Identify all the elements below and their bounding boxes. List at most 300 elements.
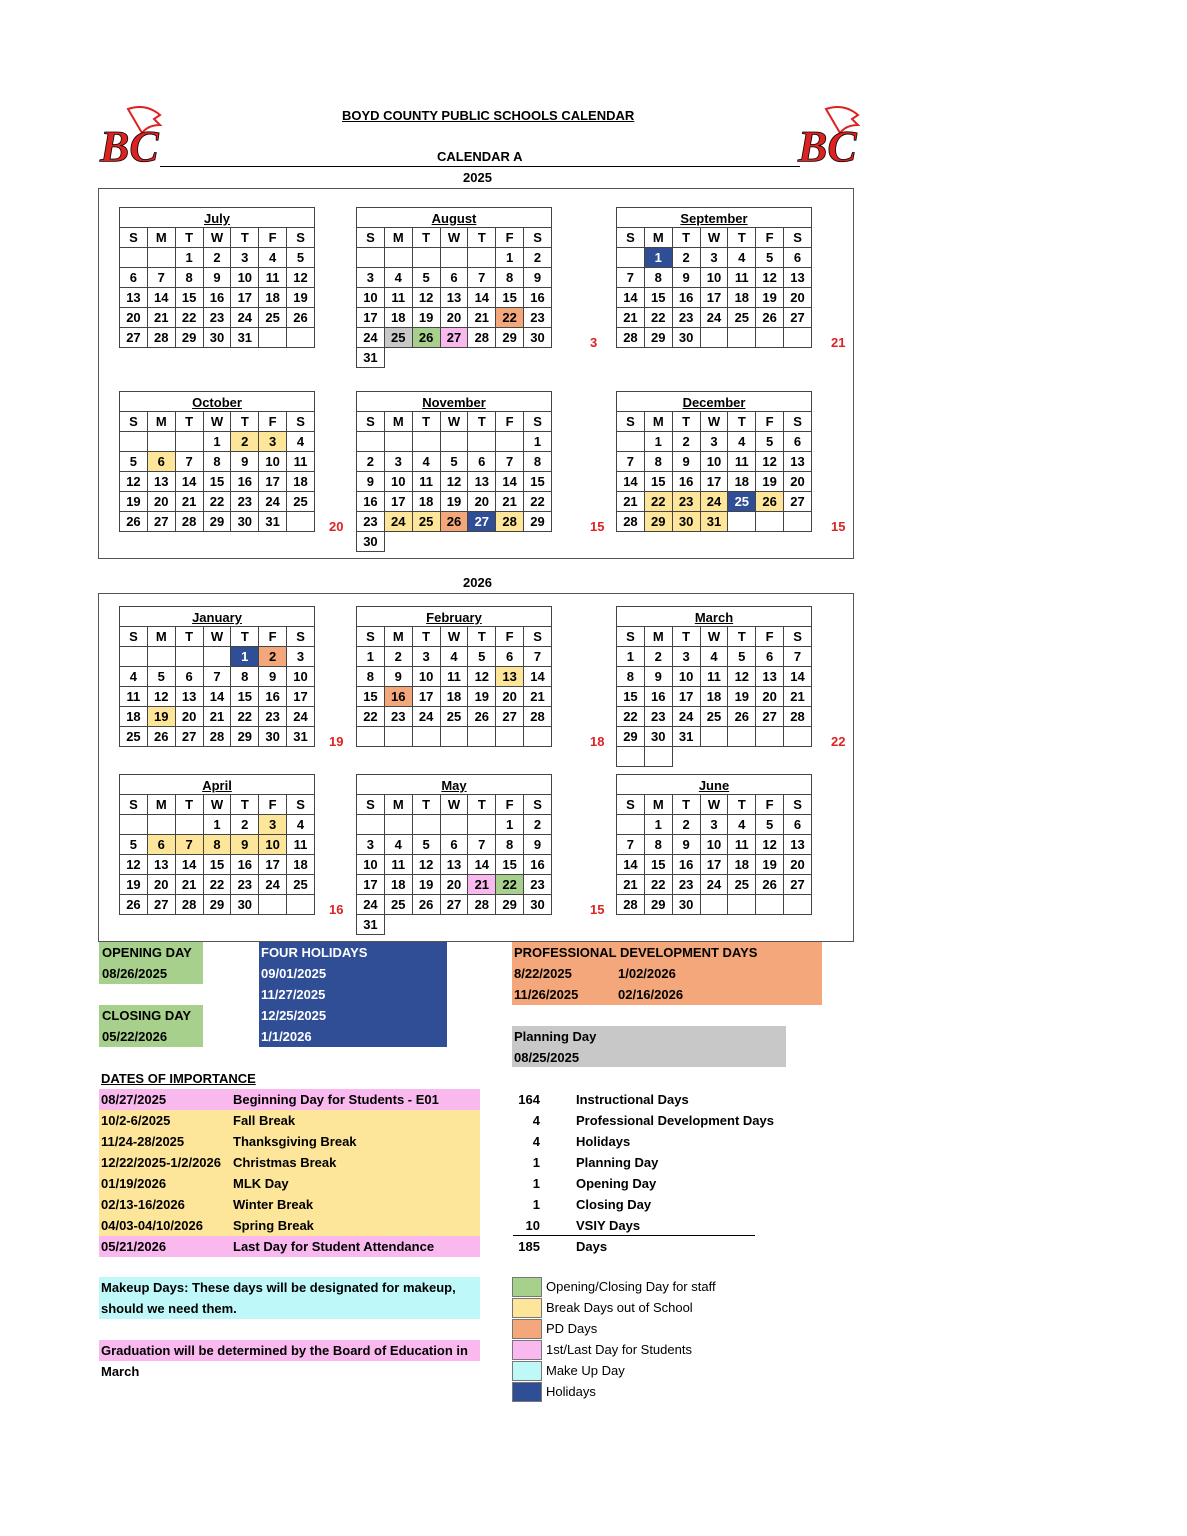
empty-day-cell — [468, 432, 496, 452]
empty-day-cell — [617, 248, 645, 268]
empty-day-cell — [412, 815, 440, 835]
day-cell: 19 — [147, 707, 175, 727]
month-grid — [616, 626, 812, 767]
day-cell: 25 — [412, 512, 440, 532]
day-cell: 11 — [700, 667, 728, 687]
day-cell: 1 — [203, 432, 231, 452]
month-name — [356, 774, 552, 794]
day-cell: 13 — [784, 835, 812, 855]
day-cell: 6 — [784, 432, 812, 452]
empty-day-cell — [784, 512, 812, 532]
day-cell: 4 — [440, 647, 468, 667]
total-label: Instructional Days — [576, 1092, 689, 1107]
month-name-text: May — [441, 778, 467, 793]
month-instructional-day-count: 19 — [329, 734, 344, 749]
weekday-header: S — [524, 795, 552, 815]
weekday-header: S — [524, 228, 552, 248]
empty-day-cell — [496, 727, 524, 747]
weekday-header: T — [175, 627, 203, 647]
week-row — [120, 248, 315, 268]
calendar-subtitle: CALENDAR A — [437, 149, 523, 164]
importance-date: 05/21/2026 — [101, 1239, 167, 1254]
weekday-header: F — [756, 412, 784, 432]
day-cell: 13 — [147, 472, 175, 492]
day-cell: 29 — [524, 512, 552, 532]
day-cell: 8 — [203, 835, 231, 855]
total-count: 164 — [518, 1092, 540, 1107]
day-cell: 23 — [203, 308, 231, 328]
holiday-date: 09/01/2025 — [261, 966, 327, 981]
day-cell: 26 — [728, 707, 756, 727]
weekday-header: W — [700, 412, 728, 432]
day-cell: 30 — [672, 895, 700, 915]
weekday-header: M — [384, 795, 412, 815]
day-cell: 10 — [357, 288, 385, 308]
day-cell: 22 — [644, 492, 672, 512]
importance-date: 11/24-28/2025 — [101, 1134, 185, 1149]
day-cell: 25 — [728, 308, 756, 328]
day-cell: 18 — [728, 472, 756, 492]
day-cell: 23 — [524, 875, 552, 895]
day-cell: 25 — [700, 707, 728, 727]
day-cell: 2 — [384, 647, 412, 667]
week-row — [357, 707, 552, 727]
empty-day-cell — [287, 895, 315, 915]
day-cell: 18 — [120, 707, 148, 727]
legend-label: Holidays — [546, 1384, 596, 1399]
day-cell: 6 — [784, 815, 812, 835]
month-name-text: December — [682, 395, 746, 410]
empty-day-cell — [728, 328, 756, 348]
week-row — [120, 432, 315, 452]
day-cell: 3 — [259, 815, 287, 835]
day-cell: 18 — [259, 288, 287, 308]
day-cell: 17 — [700, 855, 728, 875]
empty-day-cell — [468, 815, 496, 835]
day-cell: 14 — [784, 667, 812, 687]
day-cell: 8 — [644, 835, 672, 855]
day-cell: 6 — [784, 248, 812, 268]
weekday-header: T — [468, 228, 496, 248]
legend-label: 1st/Last Day for Students — [546, 1342, 692, 1357]
day-cell: 27 — [440, 328, 468, 348]
empty-day-cell — [259, 328, 287, 348]
day-cell: 3 — [700, 248, 728, 268]
day-cell: 2 — [644, 647, 672, 667]
empty-day-cell — [120, 815, 148, 835]
weekday-header: F — [496, 412, 524, 432]
day-cell: 27 — [440, 895, 468, 915]
importance-row — [99, 1152, 480, 1173]
weekday-header: F — [756, 795, 784, 815]
day-cell: 5 — [412, 268, 440, 288]
empty-day-cell — [496, 432, 524, 452]
day-cell: 22 — [644, 308, 672, 328]
month-name-text: October — [192, 395, 242, 410]
day-cell: 7 — [784, 647, 812, 667]
weekday-header: S — [120, 795, 148, 815]
week-row — [120, 288, 315, 308]
day-cell: 12 — [728, 667, 756, 687]
day-cell: 10 — [700, 268, 728, 288]
month-name-text: November — [422, 395, 486, 410]
week-row — [617, 248, 812, 268]
total-label: Professional Development Days — [576, 1113, 774, 1128]
day-cell: 27 — [496, 707, 524, 727]
day-cell: 20 — [784, 855, 812, 875]
day-cell: 21 — [468, 875, 496, 895]
day-cell: 27 — [756, 707, 784, 727]
month-name — [356, 207, 552, 227]
day-cell: 16 — [672, 472, 700, 492]
weekday-header-row — [617, 412, 812, 432]
weekday-header: S — [617, 228, 645, 248]
legend-label: Make Up Day — [546, 1363, 625, 1378]
weekday-header: S — [287, 412, 315, 432]
importance-date: 02/13-16/2026 — [101, 1197, 185, 1212]
legend-swatch — [512, 1298, 542, 1318]
day-cell: 8 — [231, 667, 259, 687]
day-cell: 8 — [524, 452, 552, 472]
day-cell: 3 — [231, 248, 259, 268]
week-row — [120, 727, 315, 747]
week-row — [617, 895, 812, 915]
empty-day-cell — [756, 512, 784, 532]
week-row — [617, 667, 812, 687]
empty-day-cell — [728, 512, 756, 532]
weekday-header: S — [784, 627, 812, 647]
weekday-header: T — [728, 228, 756, 248]
day-cell: 12 — [756, 268, 784, 288]
importance-row — [99, 1194, 480, 1215]
day-cell: 13 — [784, 268, 812, 288]
day-cell: 13 — [147, 855, 175, 875]
day-cell: 20 — [147, 875, 175, 895]
day-cell: 4 — [287, 432, 315, 452]
day-cell: 20 — [784, 288, 812, 308]
day-cell: 13 — [175, 687, 203, 707]
empty-day-cell — [617, 432, 645, 452]
week-row — [617, 288, 812, 308]
weekday-header-row — [357, 412, 552, 432]
empty-day-cell — [617, 815, 645, 835]
day-cell: 20 — [468, 492, 496, 512]
day-cell: 7 — [617, 452, 645, 472]
week-row — [120, 667, 315, 687]
day-cell: 18 — [440, 687, 468, 707]
day-cell: 8 — [496, 268, 524, 288]
day-cell: 31 — [357, 915, 385, 935]
legend-swatch — [512, 1361, 542, 1381]
day-cell: 25 — [384, 328, 412, 348]
day-cell: 23 — [672, 308, 700, 328]
week-row — [357, 268, 552, 288]
day-cell: 28 — [617, 328, 645, 348]
week-row — [120, 895, 315, 915]
weekday-header: T — [468, 795, 496, 815]
day-cell: 4 — [384, 268, 412, 288]
day-cell: 5 — [756, 248, 784, 268]
month-name-text: February — [426, 610, 482, 625]
weekday-header: T — [231, 795, 259, 815]
empty-day-cell — [147, 248, 175, 268]
month-instructional-day-count: 15 — [831, 519, 846, 534]
day-cell: 4 — [287, 815, 315, 835]
weekday-header: M — [644, 412, 672, 432]
week-row — [120, 855, 315, 875]
day-cell: 25 — [259, 308, 287, 328]
day-cell: 19 — [412, 308, 440, 328]
day-cell: 3 — [287, 647, 315, 667]
svg-text:BC: BC — [798, 122, 857, 171]
bc-eagle-logo-left — [98, 103, 168, 173]
week-row — [617, 432, 812, 452]
day-cell: 14 — [496, 472, 524, 492]
day-cell: 25 — [287, 492, 315, 512]
day-cell: 21 — [496, 492, 524, 512]
weekday-header-row — [120, 627, 315, 647]
day-cell: 6 — [175, 667, 203, 687]
empty-day-cell — [700, 328, 728, 348]
total-count: 4 — [532, 1134, 540, 1149]
weekday-header: T — [231, 228, 259, 248]
week-row — [120, 328, 315, 348]
day-cell: 17 — [672, 687, 700, 707]
importance-row — [99, 1236, 480, 1257]
day-cell: 29 — [496, 895, 524, 915]
week-row — [617, 308, 812, 328]
total-count: 1 — [532, 1155, 540, 1170]
day-cell: 9 — [672, 452, 700, 472]
day-cell: 31 — [700, 512, 728, 532]
day-cell: 11 — [120, 687, 148, 707]
day-cell: 10 — [412, 667, 440, 687]
day-cell: 27 — [147, 895, 175, 915]
day-cell: 25 — [384, 895, 412, 915]
month-name — [356, 391, 552, 411]
day-cell: 6 — [468, 452, 496, 472]
day-cell: 7 — [147, 268, 175, 288]
importance-date: 12/22/2025-1/2/2026 — [101, 1155, 221, 1170]
day-cell: 5 — [468, 647, 496, 667]
day-cell: 27 — [468, 512, 496, 532]
month-may — [356, 774, 552, 935]
day-cell: 5 — [756, 432, 784, 452]
day-cell: 10 — [357, 855, 385, 875]
week-row — [617, 512, 812, 532]
total-count: 10 — [525, 1218, 540, 1233]
day-cell: 1 — [496, 248, 524, 268]
weekday-header: W — [700, 228, 728, 248]
month-june — [616, 774, 812, 915]
day-cell: 26 — [412, 328, 440, 348]
weekday-header: T — [175, 228, 203, 248]
day-cell: 11 — [384, 288, 412, 308]
total-count: 4 — [532, 1113, 540, 1128]
empty-day-cell — [175, 815, 203, 835]
day-cell: 30 — [259, 727, 287, 747]
week-row — [617, 452, 812, 472]
day-cell: 24 — [231, 308, 259, 328]
month-november — [356, 391, 552, 552]
pd-date: 11/26/2025 — [514, 987, 579, 1002]
day-cell: 15 — [617, 687, 645, 707]
month-grid — [616, 411, 812, 532]
week-row — [120, 647, 315, 667]
weekday-header: F — [259, 627, 287, 647]
day-cell: 16 — [644, 687, 672, 707]
weekday-header: M — [384, 412, 412, 432]
day-cell: 11 — [440, 667, 468, 687]
week-row — [357, 432, 552, 452]
day-cell: 27 — [784, 308, 812, 328]
day-cell: 23 — [672, 875, 700, 895]
day-cell: 11 — [728, 835, 756, 855]
month-instructional-day-count: 20 — [329, 519, 344, 534]
holidays-box — [259, 942, 447, 1047]
day-cell: 17 — [357, 308, 385, 328]
week-row — [357, 647, 552, 667]
page-title: BOYD COUNTY PUBLIC SCHOOLS CALENDAR — [342, 108, 635, 123]
day-cell: 10 — [287, 667, 315, 687]
week-row — [617, 815, 812, 835]
day-cell: 1 — [644, 432, 672, 452]
day-cell: 28 — [617, 512, 645, 532]
week-row — [120, 687, 315, 707]
empty-day-cell — [468, 248, 496, 268]
empty-day-cell — [384, 727, 412, 747]
day-cell: 21 — [617, 308, 645, 328]
empty-day-cell — [468, 727, 496, 747]
day-cell: 21 — [617, 875, 645, 895]
weekday-header: W — [440, 627, 468, 647]
weekday-header: W — [203, 795, 231, 815]
month-grid — [119, 411, 315, 532]
month-instructional-day-count: 22 — [831, 734, 846, 749]
weekday-header: S — [357, 412, 385, 432]
day-cell: 30 — [524, 328, 552, 348]
week-row — [357, 895, 552, 915]
day-cell: 19 — [440, 492, 468, 512]
weekday-header: T — [728, 412, 756, 432]
day-cell: 18 — [384, 308, 412, 328]
day-cell: 3 — [259, 432, 287, 452]
day-cell: 21 — [147, 308, 175, 328]
day-cell: 23 — [231, 492, 259, 512]
dates-of-importance-heading: DATES OF IMPORTANCE — [101, 1071, 256, 1086]
weekday-header: F — [496, 228, 524, 248]
day-cell: 1 — [203, 815, 231, 835]
importance-date: 08/27/2025 — [101, 1092, 167, 1107]
day-cell: 2 — [672, 432, 700, 452]
day-cell: 30 — [644, 727, 672, 747]
weekday-header: T — [672, 228, 700, 248]
weekday-header: T — [412, 795, 440, 815]
year-label-2025: 2025 — [463, 170, 492, 185]
week-row — [357, 452, 552, 472]
weekday-header: M — [644, 228, 672, 248]
total-label: VSIY Days — [576, 1218, 641, 1233]
day-cell: 4 — [728, 815, 756, 835]
day-cell: 24 — [259, 492, 287, 512]
day-cell: 7 — [468, 835, 496, 855]
day-cell: 20 — [175, 707, 203, 727]
week-row — [120, 308, 315, 328]
weekday-header: S — [784, 412, 812, 432]
day-cell: 18 — [728, 288, 756, 308]
day-cell: 29 — [231, 727, 259, 747]
day-cell: 12 — [147, 687, 175, 707]
day-cell: 26 — [147, 727, 175, 747]
week-row — [357, 667, 552, 687]
empty-day-cell — [287, 512, 315, 532]
makeup-line-2: should we need them. — [101, 1301, 237, 1316]
weekday-header-row — [617, 228, 812, 248]
day-cell: 1 — [617, 647, 645, 667]
empty-day-cell — [147, 815, 175, 835]
day-cell: 1 — [231, 647, 259, 667]
weekday-header: M — [147, 627, 175, 647]
weekday-header: S — [617, 627, 645, 647]
month-july — [119, 207, 315, 348]
legend-swatch — [512, 1382, 542, 1402]
week-row — [357, 492, 552, 512]
day-cell: 6 — [440, 268, 468, 288]
day-cell: 20 — [440, 308, 468, 328]
day-cell: 8 — [644, 452, 672, 472]
week-row — [357, 532, 552, 552]
day-cell: 7 — [496, 452, 524, 472]
day-cell: 22 — [231, 707, 259, 727]
holiday-date: 11/27/2025 — [261, 987, 326, 1002]
month-name-text: August — [431, 211, 477, 226]
day-cell: 15 — [524, 472, 552, 492]
legend-swatch — [512, 1277, 542, 1297]
day-cell: 22 — [644, 875, 672, 895]
week-row — [617, 835, 812, 855]
day-cell: 29 — [496, 328, 524, 348]
weekday-header: T — [412, 412, 440, 432]
day-cell: 7 — [617, 835, 645, 855]
day-cell: 16 — [524, 288, 552, 308]
month-grid — [356, 626, 552, 747]
month-december — [616, 391, 812, 532]
day-cell: 31 — [357, 348, 385, 368]
month-grid — [119, 227, 315, 348]
day-cell: 28 — [175, 895, 203, 915]
day-cell: 13 — [440, 855, 468, 875]
day-cell: 28 — [617, 895, 645, 915]
day-cell: 16 — [384, 687, 412, 707]
legend-label: PD Days — [546, 1321, 598, 1336]
day-cell: 30 — [524, 895, 552, 915]
weekday-header: F — [756, 228, 784, 248]
weekday-header: M — [147, 795, 175, 815]
day-cell: 6 — [496, 647, 524, 667]
weekday-header: F — [496, 627, 524, 647]
day-cell: 19 — [756, 472, 784, 492]
day-cell: 10 — [259, 835, 287, 855]
week-row — [617, 472, 812, 492]
day-cell: 28 — [496, 512, 524, 532]
empty-day-cell — [357, 248, 385, 268]
day-cell: 20 — [120, 308, 148, 328]
day-cell: 22 — [496, 875, 524, 895]
day-cell: 16 — [231, 855, 259, 875]
day-cell: 30 — [203, 328, 231, 348]
day-cell: 27 — [120, 328, 148, 348]
weekday-header-row — [120, 795, 315, 815]
